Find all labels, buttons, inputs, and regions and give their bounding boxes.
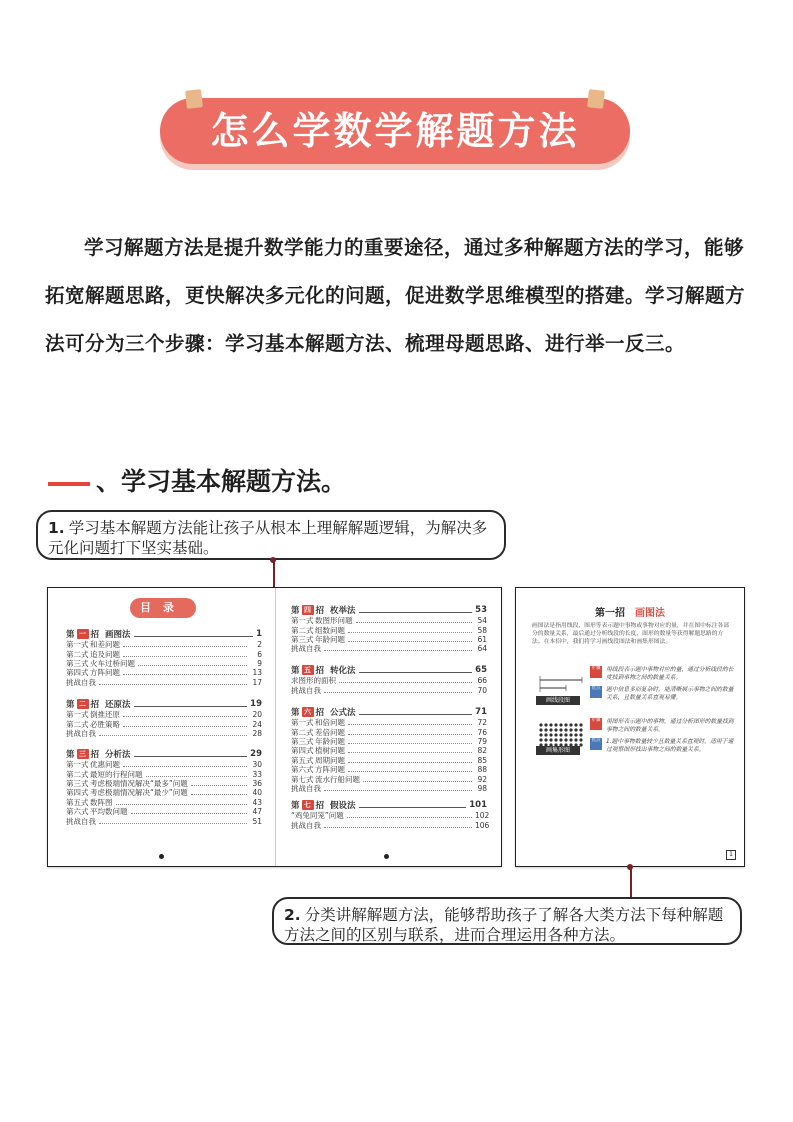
toc-row-page: 79 <box>477 736 487 746</box>
connector-line-1 <box>273 560 275 587</box>
toc-chapter <box>291 799 490 830</box>
toc-leader-line <box>134 631 254 637</box>
toc-row-leader <box>146 772 248 777</box>
toc-row-leader <box>324 823 472 828</box>
toc-row-title: 追及问题 <box>90 649 120 659</box>
grid-dot <box>574 738 577 741</box>
toc-row[interactable] <box>291 644 487 653</box>
toc-chapter-number: 三 <box>77 749 89 759</box>
toc-row-leader <box>348 767 472 772</box>
toc-chapter-name: 画图法 <box>105 630 131 640</box>
toc-row-label: 挑战自我 <box>291 783 321 793</box>
section-title: 、学习基本解题方法。 <box>96 467 347 496</box>
toc-row-title: 平均数问题 <box>90 807 128 817</box>
grid-dot <box>559 738 562 741</box>
toc-row-label: 第一式 <box>66 760 89 770</box>
grid-dot <box>554 733 557 736</box>
grid-dot <box>549 733 552 736</box>
grid-dot <box>539 738 542 741</box>
toc-row-leader <box>99 731 247 736</box>
advantage-text-1: 题中信息多而复杂时，能清晰展示事物之间的数量关系，且数量关系直观易懂。 <box>606 687 734 701</box>
toc-row-leader <box>116 800 248 805</box>
toc-row-label: 求图形的面积 <box>291 676 336 686</box>
toc-leader-line <box>134 701 248 707</box>
toc-row[interactable] <box>66 678 262 687</box>
toc-row-leader <box>348 739 472 744</box>
toc-row-page: 58 <box>477 625 487 635</box>
toc-row-leader <box>356 618 473 623</box>
toc-row-page: 17 <box>252 677 262 687</box>
toc-chapter-prefix: 第 <box>291 666 300 676</box>
toc-row-title: 优惠问题 <box>90 760 120 770</box>
step-tag-2: 步骤 <box>590 718 602 730</box>
callout-2-text: 分类讲解解题方法，能够帮助孩子了解各大类方法下每种解题方法之间的区别与联系，进而合理运用各种方法。 <box>284 906 724 944</box>
toc-chapter-suffix: 招 <box>315 801 325 811</box>
toc-row-title: 数图形问题 <box>315 616 353 626</box>
toc-chapter-page: 29 <box>250 749 262 759</box>
toc-chapter-suffix: 招 <box>315 606 325 616</box>
toc-row-label: 挑战自我 <box>66 816 96 826</box>
toc-chapter <box>66 628 262 687</box>
toc-chapter-number: 四 <box>302 605 314 615</box>
toc-chapter-number: 六 <box>302 707 314 717</box>
toc-row-label: 第四式 <box>291 746 314 756</box>
toc-row-page: 43 <box>252 797 262 807</box>
figure-2-label: 画集形图 <box>536 746 580 755</box>
toc-row-page: 66 <box>477 676 487 686</box>
toc-heading: 目录 <box>130 598 196 618</box>
toc-row-leader <box>324 688 472 693</box>
step-text-2: 用图形表示题中的事物，通过分析图形的数量找到事物之间的数量关系。 <box>606 719 734 733</box>
toc-chapter-number: 二 <box>77 699 89 709</box>
toc-row-page: 51 <box>252 816 262 826</box>
toc-chapter-heading[interactable] <box>291 664 487 676</box>
toc-row-page: 20 <box>252 710 262 720</box>
callout-1 <box>36 510 506 560</box>
toc-chapter-suffix: 招 <box>315 666 325 676</box>
toc-row-leader <box>191 790 247 795</box>
toc-row-label: 挑战自我 <box>291 685 321 695</box>
toc-row-leader <box>348 720 472 725</box>
toc-row-leader <box>339 678 472 683</box>
grid-dot <box>569 733 572 736</box>
grid-dot <box>559 733 562 736</box>
grid-dot <box>564 728 567 731</box>
toc-row-label: 第三式 <box>291 634 314 644</box>
sample-body-text: 画图法是指用线段、图形等表示题中事物或事物对应的量，并在图中标注各部分的数量关系，最后通过分析线段的长度、图形的数量等获得解题思路的方法。在本招中，我们将学习画线段图法和画集形图法。 <box>532 623 730 646</box>
toc-row[interactable] <box>291 685 487 694</box>
grid-dot <box>539 728 542 731</box>
grid-dot <box>549 738 552 741</box>
toc-row-label: 第六式 <box>66 807 89 817</box>
toc-chapter <box>291 604 487 654</box>
toc-row-label: 第六式 <box>291 765 314 775</box>
toc-row-leader <box>138 661 247 666</box>
step-text-1: 用线段表示题中事物对应的量，通过分析线段的长度找到事物之间的数量关系。 <box>606 667 734 681</box>
grid-dot <box>564 733 567 736</box>
toc-row-leader <box>348 758 472 763</box>
connector-dot-1 <box>270 557 276 563</box>
toc-row-label: 第一式 <box>66 640 89 650</box>
toc-row-page: 61 <box>477 634 487 644</box>
toc-row-page: 9 <box>257 658 262 668</box>
connector-line-2 <box>630 867 632 897</box>
toc-chapter-suffix: 招 <box>315 708 325 718</box>
grid-dot <box>554 738 557 741</box>
toc-row-label: 第二式 <box>291 625 314 635</box>
toc-chapter-number: 七 <box>302 800 314 810</box>
toc-row[interactable] <box>291 784 487 793</box>
grid-dot <box>539 733 542 736</box>
toc-row-leader <box>123 642 247 647</box>
toc-row-label: 第五式 <box>66 797 89 807</box>
toc-chapter-suffix: 招 <box>90 700 100 710</box>
toc-row-page: 70 <box>477 685 487 695</box>
toc-row-label: 第四式 <box>66 668 89 678</box>
toc-row-page: 106 <box>475 820 490 830</box>
toc-row-page: 24 <box>252 719 262 729</box>
toc-row-leader <box>348 628 472 633</box>
toc-chapter-page: 65 <box>475 665 487 675</box>
toc-row-title: 最短的行程问题 <box>90 769 143 779</box>
toc-row-title: 差倍问题 <box>315 727 345 737</box>
step-tag-1: 步骤 <box>590 666 602 678</box>
toc-chapter-prefix: 第 <box>291 801 300 811</box>
grid-dot <box>549 723 552 726</box>
page-title: 怎么学数学解题方法 <box>210 109 580 153</box>
toc-row-page: 72 <box>477 718 487 728</box>
intro-paragraph: 学习解题方法是提升数学能力的重要途径，通过多种解题方法的学习，能够拓宽解题思路，更快解决多元化的问题，促进数学思维模型的搭建。学习解题方法可分为三个步骤：学习基本解题方法、梳理母题思路、进行举一反三。 <box>45 236 746 355</box>
toc-row-label: 第三式 <box>291 736 314 746</box>
toc-row-page: 88 <box>477 765 487 775</box>
toc-chapter-heading[interactable] <box>291 799 487 811</box>
toc-chapter-heading[interactable] <box>291 604 487 616</box>
toc-chapter-prefix: 第 <box>66 750 75 760</box>
grid-dot <box>539 723 542 726</box>
grid-dot <box>569 723 572 726</box>
sample-chapter-label: 第一招 <box>595 608 625 619</box>
sample-method-name: 画图法 <box>635 608 665 619</box>
toc-row-leader <box>123 762 247 767</box>
toc-row-label: 第二式 <box>66 649 89 659</box>
toc-row-page: 98 <box>477 783 487 793</box>
callout-2-number: 2. <box>284 906 301 924</box>
toc-chapter-number: 一 <box>77 629 89 639</box>
toc-chapter-suffix: 招 <box>90 630 100 640</box>
toc-chapter-prefix: 第 <box>66 700 75 710</box>
toc-row-leader <box>324 786 472 791</box>
page-dot-right <box>384 854 389 859</box>
advantage-tag-1: 优点 <box>590 686 602 698</box>
toc-row-leader <box>348 748 472 753</box>
toc-row-label: 第二式 <box>291 727 314 737</box>
advantage-tag-2: 优点 <box>590 738 602 750</box>
toc-row-page: 92 <box>477 774 487 784</box>
toc-chapter-name: 公式法 <box>330 708 356 718</box>
toc-row-title: 必胜策略 <box>90 719 120 729</box>
grid-dot <box>569 728 572 731</box>
grid-dot <box>579 733 582 736</box>
toc-row-title: 考虑极端情况解决“最多”问题 <box>90 778 188 788</box>
toc-row-title: 方阵问题 <box>90 668 120 678</box>
toc-row-leader <box>363 777 472 782</box>
grid-dot <box>549 728 552 731</box>
sample-page <box>515 587 745 867</box>
grid-dot <box>574 728 577 731</box>
toc-row-title: 倒推还原 <box>90 710 120 720</box>
toc-row-leader <box>99 680 247 685</box>
grid-dot <box>564 723 567 726</box>
toc-row-label: 第三式 <box>66 658 89 668</box>
toc-row-page: 102 <box>475 811 490 821</box>
callout-1-text: 学习基本解题方法能让孩子从根本上理解解题逻辑，为解决多元化问题打下坚实基础。 <box>48 519 488 557</box>
toc-row-leader <box>123 722 247 727</box>
toc-row-label: 第一式 <box>291 616 314 626</box>
toc-chapter-prefix: 第 <box>291 708 300 718</box>
toc-chapter-heading[interactable] <box>66 628 262 640</box>
grid-dot <box>559 728 562 731</box>
toc-leader-line <box>134 751 248 757</box>
toc-row[interactable] <box>66 816 262 825</box>
advantage-text-2: 1.题中事物数量较少且数量关系直观时，适用于通过观察图形找出事物之间的数量关系。 <box>606 739 734 753</box>
toc-row-title: 周期问题 <box>315 755 345 765</box>
toc-row-leader <box>123 652 247 657</box>
toc-row-title: 植树问题 <box>315 746 345 756</box>
section-dash-icon <box>48 482 90 486</box>
callout-1-number: 1. <box>48 519 65 537</box>
toc-chapter-name: 分析法 <box>105 750 131 760</box>
toc-row-title: 和倍问题 <box>315 718 345 728</box>
grid-dot <box>544 733 547 736</box>
toc-row-leader <box>99 819 247 824</box>
grid-dot <box>574 733 577 736</box>
toc-chapter-name: 转化法 <box>330 666 356 676</box>
toc-row-label: 第三式 <box>66 778 89 788</box>
toc-leader-line <box>359 667 473 673</box>
toc-row-page: 33 <box>252 769 262 779</box>
toc-chapter-page: 53 <box>475 605 487 615</box>
toc-chapter-page: 71 <box>475 707 487 717</box>
toc-chapter-heading[interactable] <box>66 698 262 710</box>
toc-row-page: 40 <box>252 788 262 798</box>
toc-row-title: 年龄问题 <box>315 736 345 746</box>
toc-chapter-prefix: 第 <box>291 606 300 616</box>
grid-dot <box>554 723 557 726</box>
toc-chapter-page: 19 <box>250 699 262 709</box>
toc-row-label: 挑战自我 <box>291 644 321 654</box>
toc-chapter-prefix: 第 <box>66 630 75 640</box>
toc-spread <box>47 587 502 867</box>
toc-row-label: 第七式 <box>291 774 314 784</box>
toc-row[interactable] <box>291 820 490 830</box>
toc-chapter <box>291 706 487 793</box>
toc-row-page: 54 <box>477 616 487 626</box>
toc-row-label: “鸡兔同笼”问题 <box>291 811 344 821</box>
grid-dot <box>554 728 557 731</box>
toc-row-title: 考虑极端情况解决“最少”问题 <box>90 788 188 798</box>
toc-row[interactable] <box>66 729 262 738</box>
toc-row-leader <box>324 646 472 651</box>
toc-chapter-number: 五 <box>302 665 314 675</box>
connector-dot-2 <box>627 864 633 870</box>
toc-row-title: 组数问题 <box>315 625 345 635</box>
toc-row-title: 年龄问题 <box>315 634 345 644</box>
spread-spine <box>275 588 276 866</box>
toc-row-leader <box>123 712 247 717</box>
toc-row-label: 第二式 <box>66 769 89 779</box>
grid-dot <box>564 738 567 741</box>
grid-dot <box>579 738 582 741</box>
grid-dot <box>544 723 547 726</box>
toc-chapter-page: 1 <box>256 629 262 639</box>
figure-1-label: 画线段图 <box>536 696 580 705</box>
toc-row-title: 火车过桥问题 <box>90 658 135 668</box>
grid-dot <box>559 723 562 726</box>
toc-row-label: 第四式 <box>66 788 89 798</box>
toc-row-label: 第一式 <box>291 718 314 728</box>
toc-row-label: 第二式 <box>66 719 89 729</box>
grid-dot <box>579 728 582 731</box>
toc-row-leader <box>348 730 472 735</box>
toc-chapter-name: 枚举法 <box>330 606 356 616</box>
sample-chapter-title <box>516 604 744 619</box>
toc-leader-line <box>359 709 473 715</box>
toc-row-title: 方阵问题 <box>315 765 345 775</box>
grid-dot <box>574 723 577 726</box>
toc-row-label: 挑战自我 <box>291 820 321 830</box>
callout-2 <box>272 897 742 945</box>
toc-row-title: 和差问题 <box>90 640 120 650</box>
toc-row-label: 第五式 <box>291 755 314 765</box>
toc-row-page: 2 <box>257 640 262 650</box>
toc-row-page: 82 <box>477 746 487 756</box>
title-banner <box>160 98 630 170</box>
toc-leader-line <box>359 802 467 808</box>
toc-row-page: 47 <box>252 807 262 817</box>
page-dot-left <box>159 854 164 859</box>
toc-row-page: 85 <box>477 755 487 765</box>
toc-row-page: 64 <box>477 644 487 654</box>
toc-chapter-heading[interactable] <box>66 748 262 760</box>
sample-page-number: 1 <box>726 850 736 860</box>
grid-dot <box>569 738 572 741</box>
toc-chapter-name: 假设法 <box>330 801 356 811</box>
toc-chapter <box>66 698 262 738</box>
toc-chapter-page: 101 <box>469 800 487 810</box>
toc-row-label: 挑战自我 <box>66 728 96 738</box>
grid-dot <box>544 728 547 731</box>
toc-chapter <box>66 748 262 826</box>
toc-row-label: 挑战自我 <box>66 677 96 687</box>
grid-dot <box>544 738 547 741</box>
toc-row-page: 13 <box>252 668 262 678</box>
toc-chapter-heading[interactable] <box>291 706 487 718</box>
toc-row-leader <box>123 670 247 675</box>
toc-row-leader <box>191 781 247 786</box>
grid-dot <box>579 723 582 726</box>
toc-leader-line <box>359 607 473 613</box>
toc-row-title: 数阵图 <box>90 797 113 807</box>
toc-chapter-suffix: 招 <box>90 750 100 760</box>
toc-row-page: 30 <box>252 760 262 770</box>
toc-row-page: 36 <box>252 778 262 788</box>
toc-row-page: 76 <box>477 727 487 737</box>
toc-chapter <box>291 664 487 695</box>
toc-chapter-name: 还原法 <box>105 700 131 710</box>
toc-row-label: 第一式 <box>66 710 89 720</box>
toc-row-leader <box>347 813 472 818</box>
toc-row-leader <box>131 809 248 814</box>
toc-row-title: 流水行船问题 <box>315 774 360 784</box>
toc-row-leader <box>348 637 472 642</box>
toc-row-page: 28 <box>252 728 262 738</box>
toc-row-page: 6 <box>257 649 262 659</box>
